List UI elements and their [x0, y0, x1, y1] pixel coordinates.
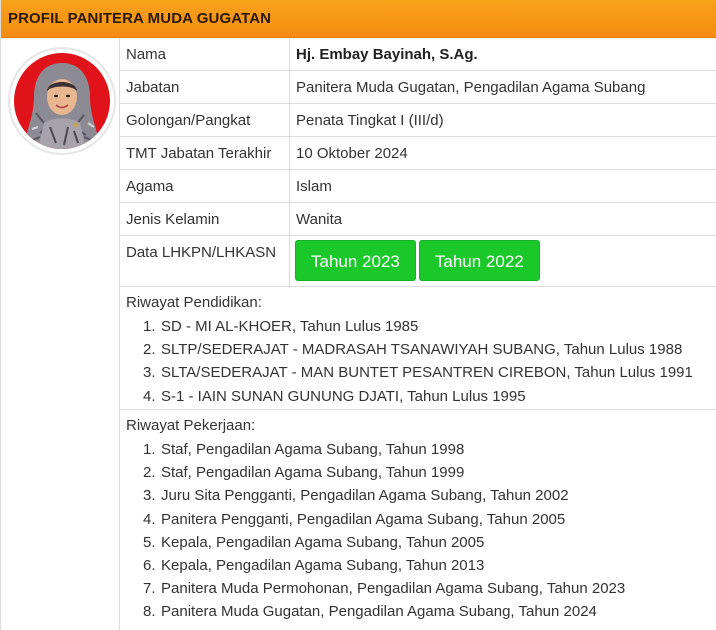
list-item: 5. Kepala, Pengadilan Agama Subang, Tahun 2005 [143, 533, 485, 551]
avatar [8, 47, 116, 155]
pekerjaan-list [126, 438, 716, 624]
list-item: 4. S-1 - IAIN SUNAN GUNUNG DJATI, Tahun Lulus 1995 [143, 387, 526, 405]
pendidikan-list [126, 315, 716, 408]
value-jabatan: Panitera Muda Gugatan, Pengadilan Agama Subang [296, 79, 646, 96]
value-tmt: 10 Oktober 2024 [296, 145, 408, 162]
label-jenis-kelamin: Jenis Kelamin [120, 203, 290, 235]
row-lhkpn [120, 236, 716, 287]
list-item: 3. SLTA/SEDERAJAT - MAN BUNTET PESANTREN CIREBON, Tahun Lulus 1991 [143, 364, 693, 382]
row-nama [120, 38, 716, 71]
label-jabatan: Jabatan [120, 71, 290, 103]
list-item: 3. Juru Sita Pengganti, Pengadilan Agama Subang, Tahun 2002 [143, 487, 569, 505]
label-nama: Nama [120, 38, 290, 70]
list-item: 2. Staf, Pengadilan Agama Subang, Tahun 1999 [143, 464, 465, 482]
label-golongan: Golongan/Pangkat [120, 104, 290, 136]
panel-header: PROFIL PANITERA MUDA GUGATAN [1, 0, 716, 38]
value-jenis-kelamin: Wanita [296, 211, 343, 228]
pendidikan-title: Riwayat Pendidikan: [126, 294, 262, 311]
value-agama: Islam [296, 178, 332, 195]
list-item: 2. SLTP/SEDERAJAT - MADRASAH TSANAWIYAH SUBANG, Tahun Lulus 1988 [143, 341, 683, 359]
value-nama: Hj. Embay Bayinah, S.Ag. [296, 46, 478, 63]
riwayat-pekerjaan [120, 410, 716, 625]
list-item: 1. SD - MI AL-KHOER, Tahun Lulus 1985 [143, 318, 419, 335]
pekerjaan-title: Riwayat Pekerjaan: [126, 417, 256, 434]
row-tmt [120, 137, 716, 170]
row-agama [120, 170, 716, 203]
label-lhkpn: Data LHKPN/LHKASN [120, 236, 290, 286]
list-item: 1. Staf, Pengadilan Agama Subang, Tahun 1998 [143, 441, 465, 458]
photo-column [1, 38, 120, 630]
lhkpn-2023-button[interactable]: Tahun 2023 [295, 240, 416, 281]
lhkpn-buttons [290, 236, 716, 286]
profile-photo [14, 53, 110, 149]
row-golongan [120, 104, 716, 137]
profile-table [120, 38, 716, 625]
label-tmt: TMT Jabatan Terakhir [120, 137, 290, 169]
list-item: 4. Panitera Pengganti, Pengadilan Agama Subang, Tahun 2005 [143, 510, 566, 528]
value-golongan: Penata Tingkat I (III/d) [296, 112, 444, 129]
row-jabatan [120, 71, 716, 104]
lhkpn-2022-button[interactable]: Tahun 2022 [419, 240, 540, 281]
portrait-image [14, 53, 110, 149]
riwayat-pendidikan [120, 287, 716, 410]
list-item: 7. Panitera Muda Permohonan, Pengadilan Agama Subang, Tahun 2023 [143, 580, 626, 598]
list-item: 6. Kepala, Pengadilan Agama Subang, Tahun 2013 [143, 557, 485, 575]
list-item: 8. Panitera Muda Gugatan, Pengadilan Agama Subang, Tahun 2024 [143, 603, 597, 621]
row-jenis-kelamin [120, 203, 716, 236]
label-agama: Agama [120, 170, 290, 202]
